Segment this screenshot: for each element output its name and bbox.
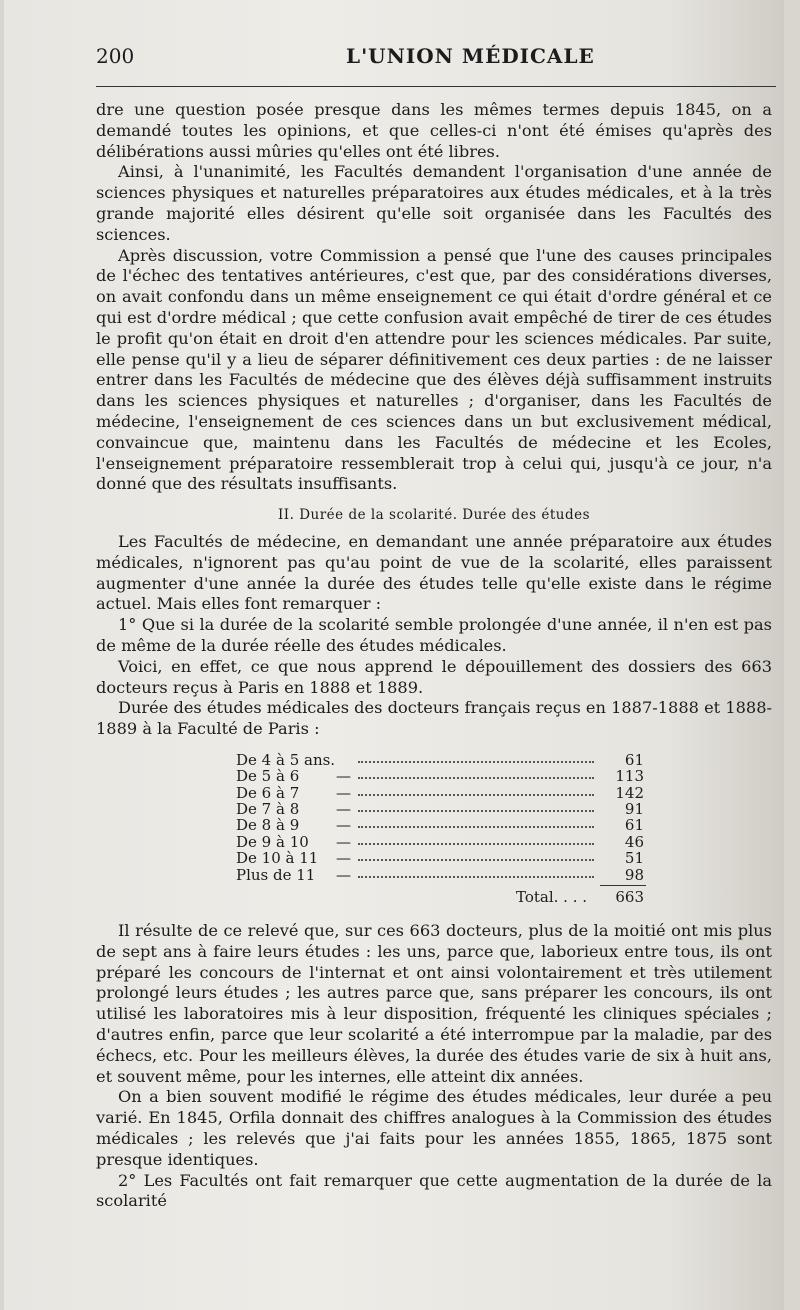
page-number: 200 [96,44,135,68]
table-row [96,801,772,817]
row-dash: — [336,849,351,868]
row-dash: — [336,816,351,835]
row-value: 51 [624,849,644,868]
paragraph: 1° Que si la durée de la scolarité semble prolongée d'une année, il n'en est pas de même de la durée réelle des études médicales. [96,615,772,655]
dot-leader [358,810,594,812]
row-dash: — [336,800,351,819]
row-dash: — [336,832,351,851]
running-title: L'UNION MÉDICALE [346,44,595,68]
table-row [96,850,772,866]
row-label: De 8 à 9 [236,816,300,835]
dot-leader [358,794,594,796]
paragraph: Les Facultés de médecine, en demandant une année préparatoire aux études médicales, n'ignorent pas qu'au point de vue de la scolarité, elles paraissent augmenter d'une année la durée des études telle qu'elle existe dans le régime actuel. Mais elles font remarquer : [96,531,772,614]
table-row [96,867,772,883]
total-value: 663 [615,888,644,907]
section-title: II. Durée de la scolarité. Durée des études [277,507,591,524]
body-text [96,100,772,1212]
row-label: De 4 à 5 ans. [236,750,336,769]
document-page [4,0,784,1310]
row-label: De 6 à 7 [236,783,300,802]
paragraph: Voici, en effet, ce que nous apprend le dépouillement des dossiers des 663 docteurs reçus à Paris en 1888 et 1889. [96,656,772,697]
header-rule [96,86,776,87]
table-row [96,834,772,850]
paragraph: dre une question posée presque dans les mêmes termes depuis 1845, on a demandé toutes les opinions, et que celles-ci n'ont été émises qu'après des délibérations aussi mûries qu'elles ont été libres. [96,100,772,161]
row-value: 142 [615,783,644,802]
paragraph: Ainsi, à l'unanimité, les Facultés demandent l'organisation d'une année de sciences physiques et naturelles préparatoires aux études médicales, et à la très grande majorité elles désirent qu'elle soit organisée dans les Facultés des sciences. [96,162,772,244]
paragraph: On a bien souvent modifié le régime des études médicales, leur durée a peu varié. En 1845, Orfila donnait des chiffres analogues à la Commission des études médicales ; les relevés que j'ai faits pour les années 1855, 1865, 1875 sont presque identiques. [96,1087,772,1169]
row-dash: — [336,783,351,802]
table-row [96,768,772,784]
row-value: 113 [615,767,644,786]
paragraph: Durée des études médicales des docteurs français reçus en 1887-1888 et 1888-1889 à la Faculté de Paris : [96,698,772,739]
dot-leader [358,859,594,861]
row-value: 91 [624,800,644,819]
total-label: Total. . . . [516,888,588,907]
row-dash: — [336,767,351,786]
closing-paragraphs [96,921,772,1212]
paragraph: Après discussion, votre Commission a pensé que l'une des causes principales de l'échec des tentatives antérieures, c'est que, par des considérations diverses, on avait confondu dans un même enseignement ce qui était d'ordre général et ce qui est d'ordre médical ; que cette confusion avait empêché de tirer de ces études le profit qu'on était en droit d'en attendre pour les sciences médicales. Par suite, elle pense qu'il y a lieu de séparer définitivement ces deux parties : de ne laisser entrer dans les Facultés de médecine que des élèves déjà suffisamment instruits dans les sciences physiques et naturelles ; d'organiser, dans les Facultés de médecine, l'enseignement de ces sciences dans un but exclusivement médical, convaincue que, maintenu dans les Facultés de médecine et les Ecoles, l'enseignement préparatoire ressemblerait trop à celui qui, jusqu'à ce jour, n'a donné que des résultats insuffisants. [96,245,772,494]
row-value: 46 [624,832,644,851]
paragraph: 2° Les Facultés ont fait remarquer que cette augmentation de la durée de la scolarité [96,1170,772,1211]
paragraph: Il résulte de ce relevé que, sur ces 663 docteurs, plus de la moitié ont mis plus de sept ans à faire leurs études : les uns, parce que, laborieux entre tous, ils ont préparé les concours de l'internat et ont ainsi volontairement et très utilement prolongé leurs études ; les autres parce que, sans préparer les concours, ils ont utilisé les laboratoires mis à leur disposition, fréquenté les cliniques spéciales ; d'autres enfin, parce que leur scolarité a été interrompue par la maladie, par des échecs, etc. Pour les meilleurs élèves, la durée des études varie de six à huit ans, et souvent même, pour les internes, elle atteint dix années. [96,921,772,1086]
row-label: De 9 à 10 [236,832,309,851]
table-row [96,785,772,801]
row-label: De 5 à 6 [236,767,300,786]
table-row [96,817,772,833]
row-value: 98 [624,865,644,884]
row-label: Plus de 11 [236,865,316,884]
page-header [96,44,776,74]
dot-leader [358,876,594,878]
row-label: De 7 à 8 [236,800,300,819]
row-dash: — [336,865,351,884]
row-value: 61 [624,816,644,835]
duration-table [96,752,772,907]
total-row [96,889,772,907]
table-row [96,752,772,768]
dot-leader [358,777,594,779]
row-label: De 10 à 11 [236,849,319,868]
dot-leader [358,843,594,845]
row-value: 61 [624,750,644,769]
dot-leader [358,826,594,828]
dot-leader [358,761,594,763]
